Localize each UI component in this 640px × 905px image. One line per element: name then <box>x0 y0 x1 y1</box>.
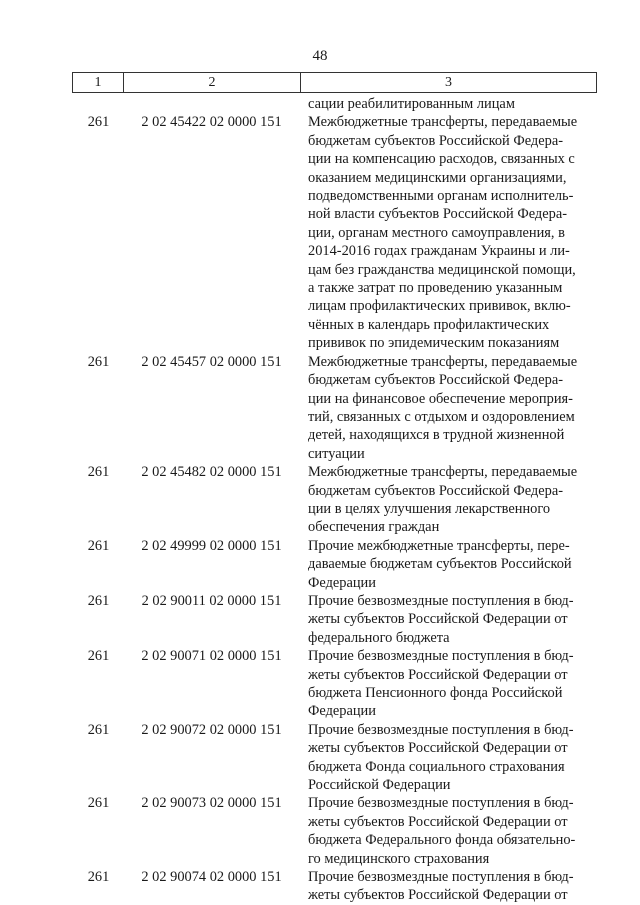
kbk-code-cell: 2 02 45482 02 0000 151 <box>141 464 282 481</box>
admin-code-cell: 261 <box>87 537 110 554</box>
description-cell <box>300 721 597 795</box>
table-row <box>72 794 597 868</box>
description-line: подведомственными органам исполнитель- <box>308 188 574 205</box>
kbk-code-cell: 2 02 45457 02 0000 151 <box>141 353 282 370</box>
description-line: обеспечения граждан <box>308 519 440 536</box>
description-line: даваемые бюджетам субъектов Российской <box>308 556 572 573</box>
admin-code-cell: 261 <box>87 795 110 812</box>
header-col-3: 3 <box>445 74 452 90</box>
description-line: а также затрат по проведению указанным <box>308 280 563 297</box>
kbk-code-cell: 2 02 45422 02 0000 151 <box>141 114 282 131</box>
table-body <box>72 95 597 905</box>
table-row <box>72 868 597 905</box>
description-line: бюджета Федерального фонда обязательно- <box>308 832 576 849</box>
description-line: жеты субъектов Российской Федерации от <box>308 740 568 757</box>
description-line: Российской Федерации <box>308 777 451 794</box>
description-line: Прочие безвозмездные поступления в бюд- <box>308 795 574 812</box>
description-line: тий, связанных с отдыхом и оздоровлением <box>308 408 575 425</box>
description-cell <box>300 592 597 647</box>
table-row <box>72 537 597 592</box>
description-line: прививок по эпидемическим показаниям <box>308 335 560 352</box>
page-number: 48 <box>312 48 328 64</box>
kbk-code-cell: 2 02 90011 02 0000 151 <box>141 592 282 609</box>
admin-code-cell: 261 <box>87 648 110 665</box>
continuation-text: сации реабилитированным лицам <box>308 96 515 112</box>
description-line: ситуации <box>308 445 365 462</box>
description-line: ции в целях улучшения лекарственного <box>308 500 551 517</box>
table-row <box>72 592 597 647</box>
description-line: ции на финансовое обеспечение мероприя- <box>308 390 573 407</box>
description-line: жеты субъектов Российской Федерации от <box>308 666 568 683</box>
kbk-code-cell: 2 02 49999 02 0000 151 <box>141 537 282 554</box>
description-cell <box>300 647 597 721</box>
description-line: бюджета Пенсионного фонда Российской <box>308 685 563 701</box>
description-cell <box>300 353 597 463</box>
kbk-code-cell: 2 02 90072 02 0000 151 <box>141 721 282 738</box>
table-row <box>72 353 597 463</box>
admin-code-cell: 261 <box>87 869 110 886</box>
description-cell <box>300 113 597 352</box>
description-line: бюджета Фонда социального страхования <box>308 758 565 775</box>
description-line: жеты субъектов Российской Федерации от <box>308 611 568 628</box>
description-line: бюджетам субъектов Российской Федера- <box>308 132 564 149</box>
description-line: Прочие межбюджетные трансферты, пере- <box>308 537 570 554</box>
description-line: чённых в календарь профилактических <box>308 316 550 333</box>
description-line: жеты субъектов Российской Федерации от <box>308 813 568 830</box>
table-row <box>72 113 597 352</box>
header-col-2: 2 <box>124 73 301 92</box>
description-line: Федерации <box>308 703 376 720</box>
description-line: бюджетам субъектов Российской Федера- <box>308 372 564 389</box>
table-header <box>72 72 597 93</box>
description-line: го медицинского страхования <box>308 850 490 867</box>
header-col-1: 1 <box>73 73 124 92</box>
table-row <box>72 463 597 537</box>
description-line: ной власти субъектов Российской Федера- <box>308 206 567 223</box>
description-cell <box>300 794 597 868</box>
description-line: жеты субъектов Российской Федерации от <box>308 887 568 904</box>
admin-code-cell: 261 <box>87 114 110 131</box>
description-line: 2014-2016 годах гражданам Украины и ли- <box>308 243 570 260</box>
kbk-code-cell: 2 02 90071 02 0000 151 <box>141 648 282 665</box>
table-row <box>72 721 597 795</box>
description-line: Федерации <box>308 574 376 591</box>
description-line: ции, органам местного самоуправления, в <box>308 224 565 241</box>
description-line: Межбюджетные трансферты, передаваемые <box>308 353 578 370</box>
description-line: Межбюджетные трансферты, передаваемые <box>308 464 578 481</box>
description-cell <box>300 463 597 537</box>
description-line: Прочие безвозмездные поступления в бюд- <box>308 592 574 609</box>
admin-code-cell: 261 <box>87 592 110 609</box>
description-line: федерального бюджета <box>308 629 450 646</box>
kbk-code-cell: 2 02 90074 02 0000 151 <box>141 869 282 886</box>
kbk-code-cell: 2 02 90073 02 0000 151 <box>141 795 282 812</box>
admin-code-cell: 261 <box>87 464 110 481</box>
description-cell <box>300 537 597 592</box>
description-line: цам без гражданства медицинской помощи, <box>308 261 576 278</box>
description-line: Прочие безвозмездные поступления в бюд- <box>308 869 574 886</box>
description-line: детей, находящихся в трудной жизненной <box>308 427 565 444</box>
description-line: Межбюджетные трансферты, передаваемые <box>308 114 578 131</box>
admin-code-cell: 261 <box>87 721 110 738</box>
description-line: лицам профилактических прививок, вклю- <box>308 298 571 315</box>
description-line: бюджетам субъектов Российской Федера- <box>308 482 564 499</box>
continuation-row <box>72 95 597 113</box>
description-cell <box>300 868 597 905</box>
description-line: ции на компенсацию расходов, связанных с <box>308 151 575 168</box>
table-row <box>72 647 597 721</box>
description-line: Прочие безвозмездные поступления в бюд- <box>308 648 574 665</box>
admin-code-cell: 261 <box>87 353 110 370</box>
description-line: Прочие безвозмездные поступления в бюд- <box>308 721 574 738</box>
description-line: оказанием медицинскими организациями, <box>308 169 567 186</box>
